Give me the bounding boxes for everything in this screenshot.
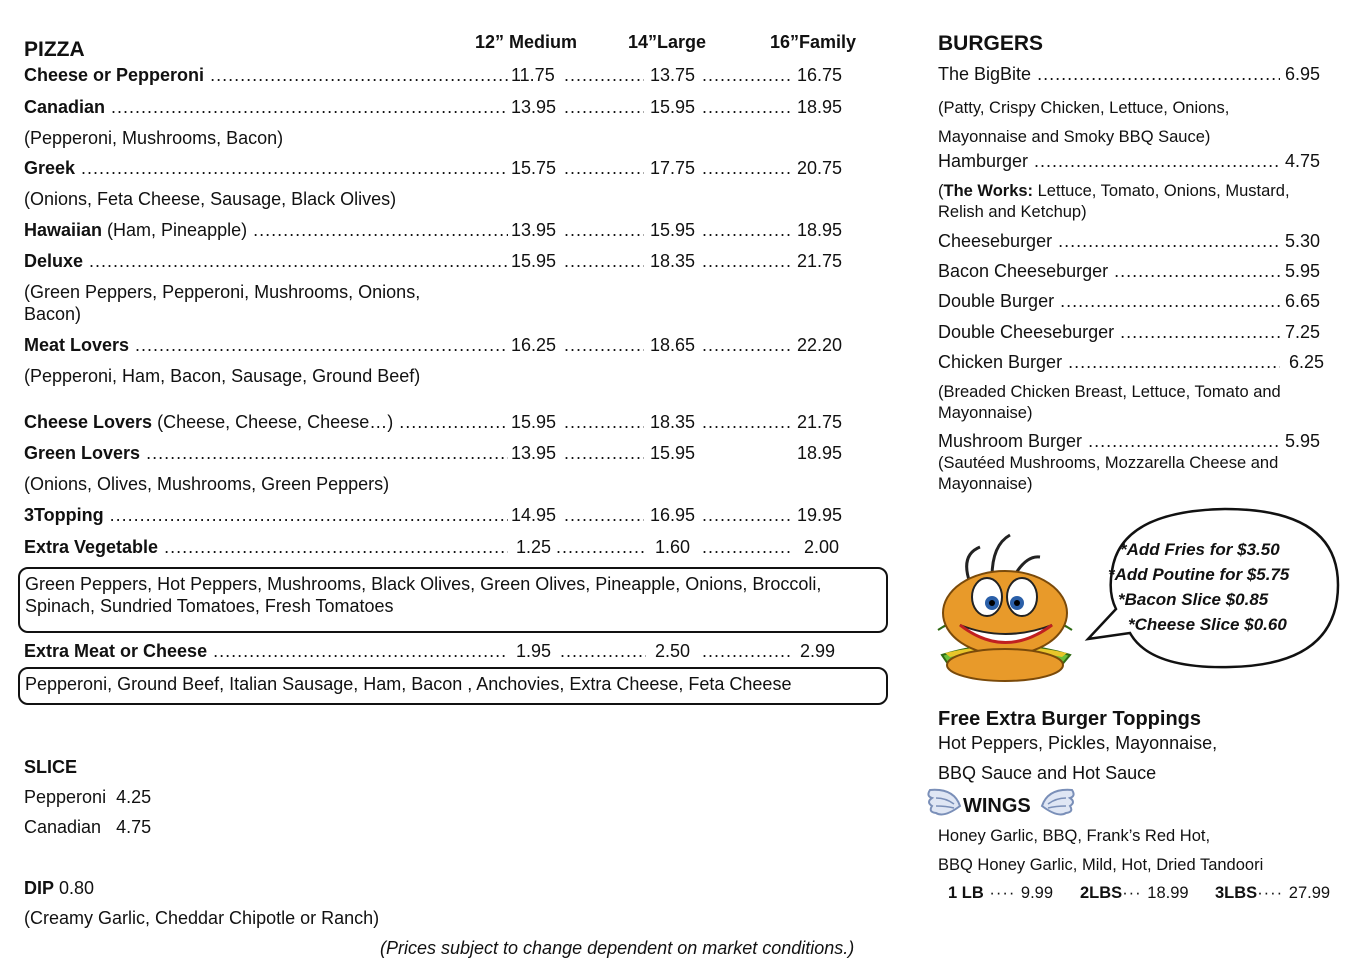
burger-name: The BigBite ..... <box>938 64 1280 85</box>
pizza-row-deluxe <box>24 251 854 275</box>
pizza-name: 3Topping <box>24 505 104 525</box>
burger-price: 4.75 <box>1281 151 1320 172</box>
pizza-desc-green-lovers: (Onions, Olives, Mushrooms, Green Peppers) <box>24 474 390 494</box>
pizza-row-canadian <box>24 97 854 121</box>
price-medium: 16.25 <box>511 335 557 355</box>
price-medium: 15.95 <box>511 251 557 271</box>
slice-title: SLICE <box>24 757 78 777</box>
price-family: 21.75 <box>797 251 843 271</box>
price-medium: 1.25 <box>516 537 552 557</box>
wings-size-1lb: 1 LB ···· 9.99 <box>948 884 1054 902</box>
pizza-row-green-lovers <box>24 443 854 467</box>
pizza-name: Canadian <box>24 97 106 117</box>
price-large: 13.75 <box>650 65 696 85</box>
wings-size-3lbs: 3LBS···· 27.99 <box>1215 884 1331 902</box>
price-medium: 13.95 <box>511 97 557 117</box>
wings-size-2lbs: 2LBS··· 18.99 <box>1080 884 1189 902</box>
burger-name: Chicken Burger ..... <box>938 352 1280 373</box>
pizza-row-meat-lovers <box>24 335 854 359</box>
burger-desc-mushroom: (Sautéed Mushrooms, Mozzarella Cheese and Mayonnaise) <box>938 454 1279 493</box>
price-family: 2.99 <box>800 641 836 661</box>
pizza-desc-canadian: (Pepperoni, Mushrooms, Bacon) <box>24 128 284 148</box>
pizza-name: Cheese Lovers <box>24 412 153 432</box>
pizza-desc-greek: (Onions, Feta Cheese, Sausage, Black Olives) <box>24 189 397 209</box>
burger-name: Mushroom Burger ..... <box>938 431 1280 452</box>
price-large: 18.65 <box>650 335 696 355</box>
burger-desc-text: Lettuce, Tomato, Onions, Mustard, Relish and Ketchup) <box>938 182 1290 221</box>
free-toppings-title: Free Extra Burger Toppings <box>938 708 1202 730</box>
pizza-desc-deluxe: (Green Peppers, Pepperoni, Mushrooms, Onions, Bacon) <box>24 282 421 324</box>
free-toppings-line-1: Hot Peppers, Pickles, Mayonnaise, <box>938 733 1218 753</box>
pizza-name: Cheese or Pepperoni <box>24 65 205 85</box>
wings-title: WINGS <box>963 795 1031 817</box>
burger-row-double-burger <box>938 291 1320 315</box>
addon-cheese: *Cheese Slice $0.60 <box>1128 615 1287 634</box>
price-large: 18.35 <box>650 412 696 432</box>
burger-price: 6.25 <box>1285 352 1324 373</box>
slice-name: Pepperoni <box>24 787 107 807</box>
burger-desc-bold: The Works: <box>943 182 1034 200</box>
addon-bacon: *Bacon Slice $0.85 <box>1118 590 1269 609</box>
wings-size-price: 27.99 <box>1288 884 1331 902</box>
wings-size-label: 3LBS <box>1215 884 1258 902</box>
burger-price: 5.30 <box>1281 231 1320 252</box>
burger-row-cheeseburger <box>938 231 1320 255</box>
price-family: 16.75 <box>797 65 843 85</box>
price-medium: 15.75 <box>511 158 557 178</box>
price-large: 15.95 <box>650 97 696 117</box>
slice-price: 4.75 <box>116 817 152 837</box>
price-family: 22.20 <box>797 335 843 355</box>
wings-size-price: 9.99 <box>1020 884 1054 902</box>
wings-size-label: 1 LB <box>948 884 984 902</box>
burger-name: Hamburger ..... <box>938 151 1280 172</box>
burger-row-chicken-burger <box>938 352 1324 376</box>
pizza-name: Extra Vegetable <box>24 537 159 557</box>
burger-price: 7.25 <box>1281 322 1320 343</box>
slice-name: Canadian <box>24 817 102 837</box>
dip-title: DIP <box>24 878 55 898</box>
addon-poutine: *Add Poutine for $5.75 <box>1108 565 1290 584</box>
size-header-large: 14”Large <box>628 32 707 52</box>
addons-speech-bubble <box>1080 505 1342 673</box>
pizza-name: Green Lovers <box>24 443 141 463</box>
size-header-medium: 12” Medium <box>475 32 578 52</box>
burger-row-hamburger <box>938 151 1320 175</box>
pizza-name: Meat Lovers <box>24 335 130 355</box>
burger-price: 6.95 <box>1281 64 1320 85</box>
pizza-row-greek <box>24 158 854 182</box>
price-footnote: (Prices subject to change dependent on market conditions.) <box>380 938 855 958</box>
price-large: 16.95 <box>650 505 696 525</box>
dip-price: 0.80 <box>59 878 95 898</box>
burger-row-bigbite <box>938 64 1320 88</box>
burger-price: 6.65 <box>1281 291 1320 312</box>
pizza-row-cheese-pepperoni <box>24 65 854 89</box>
wings-flavours-line-1: Honey Garlic, BBQ, Frank’s Red Hot, <box>938 827 1211 845</box>
burger-name: Bacon Cheeseburger ..... <box>938 261 1280 282</box>
price-medium: 14.95 <box>511 505 557 525</box>
slice-item-pepperoni <box>24 787 151 808</box>
price-medium: 13.95 <box>511 220 557 240</box>
wings-size-price: 18.99 <box>1147 884 1189 902</box>
wing-icon <box>924 786 962 822</box>
pizza-row-extra-meat <box>24 641 854 665</box>
price-large: 17.75 <box>650 158 696 178</box>
burgers-title: BURGERS <box>938 32 1044 55</box>
burger-mascot-icon <box>930 525 1080 690</box>
pizza-row-extra-vegetable <box>24 537 854 561</box>
wings-flavours-line-2: BBQ Honey Garlic, Mild, Hot, Dried Tandoori <box>938 856 1264 874</box>
pizza-desc-meat-lovers: (Pepperoni, Ham, Bacon, Sausage, Ground Beef) <box>24 366 421 386</box>
addon-fries: *Add Fries for $3.50 <box>1120 540 1280 559</box>
dip-desc: (Creamy Garlic, Cheddar Chipotle or Ranch) <box>24 908 380 928</box>
price-medium: 15.95 <box>511 412 557 432</box>
pizza-row-cheese-lovers <box>24 412 854 436</box>
price-medium: 11.75 <box>511 65 555 85</box>
burger-row-double-cheeseburger <box>938 322 1320 346</box>
pizza-title: PIZZA <box>24 38 85 61</box>
wing-icon <box>1040 786 1078 822</box>
pizza-row-hawaiian <box>24 220 854 244</box>
slice-item-canadian <box>24 817 151 838</box>
burger-price: 5.95 <box>1281 261 1320 282</box>
pizza-name: Hawaiian <box>24 220 103 240</box>
price-medium: 1.95 <box>516 641 552 661</box>
burger-desc-bigbite: (Patty, Crispy Chicken, Lettuce, Onions, Mayonnaise and Smoky BBQ Sauce) <box>938 99 1230 146</box>
slice-price: 4.25 <box>116 787 152 807</box>
pizza-row-3topping <box>24 505 854 529</box>
price-family: 18.95 <box>797 443 843 463</box>
vegetable-toppings-box: Green Peppers, Hot Peppers, Mushrooms, Black Olives, Green Olives, Pineapple, Onions, Broccoli, Spinach, Sundried Tomatoes, Fresh Tomatoes <box>18 567 888 633</box>
size-header-family: 16”Family <box>770 32 857 52</box>
burger-desc-hamburger: (The Works: Lettuce, Tomato, Onions, Mustard, Relish and Ketchup) <box>938 182 1290 221</box>
burger-price: 5.95 <box>1281 431 1320 452</box>
price-large: 1.60 <box>655 537 691 557</box>
pizza-inline-desc: (Cheese, Cheese, Cheese…) <box>152 412 394 432</box>
price-large: 15.95 <box>650 220 696 240</box>
price-large: 15.95 <box>650 443 696 463</box>
burger-desc-chicken: (Breaded Chicken Breast, Lettuce, Tomato and Mayonnaise) <box>938 383 1281 422</box>
price-large: 18.35 <box>650 251 696 271</box>
price-large: 2.50 <box>655 641 691 661</box>
burger-row-mushroom-burger <box>938 431 1320 455</box>
price-medium: 13.95 <box>511 443 557 463</box>
burger-name: Double Cheeseburger ..... <box>938 322 1280 343</box>
price-family: 20.75 <box>797 158 843 178</box>
price-family: 18.95 <box>797 220 843 240</box>
pizza-name: Greek <box>24 158 76 178</box>
price-family: 19.95 <box>797 505 843 525</box>
burger-name: Double Burger ..... <box>938 291 1280 312</box>
free-toppings-line-2: BBQ Sauce and Hot Sauce <box>938 763 1157 783</box>
wings-size-label: 2LBS <box>1080 884 1123 902</box>
pizza-name: Extra Meat or Cheese <box>24 641 208 661</box>
pizza-inline-desc: (Ham, Pineapple) <box>102 220 248 240</box>
price-family: 21.75 <box>797 412 843 432</box>
pizza-name: Deluxe <box>24 251 84 271</box>
price-family: 2.00 <box>804 537 840 557</box>
burger-row-bacon-cheeseburger <box>938 261 1320 285</box>
burger-name: Cheeseburger ..... <box>938 231 1280 252</box>
meat-toppings-box: Pepperoni, Ground Beef, Italian Sausage, Ham, Bacon , Anchovies, Extra Cheese, Feta Cheese <box>18 667 888 705</box>
price-family: 18.95 <box>797 97 843 117</box>
dip-line <box>24 878 94 899</box>
